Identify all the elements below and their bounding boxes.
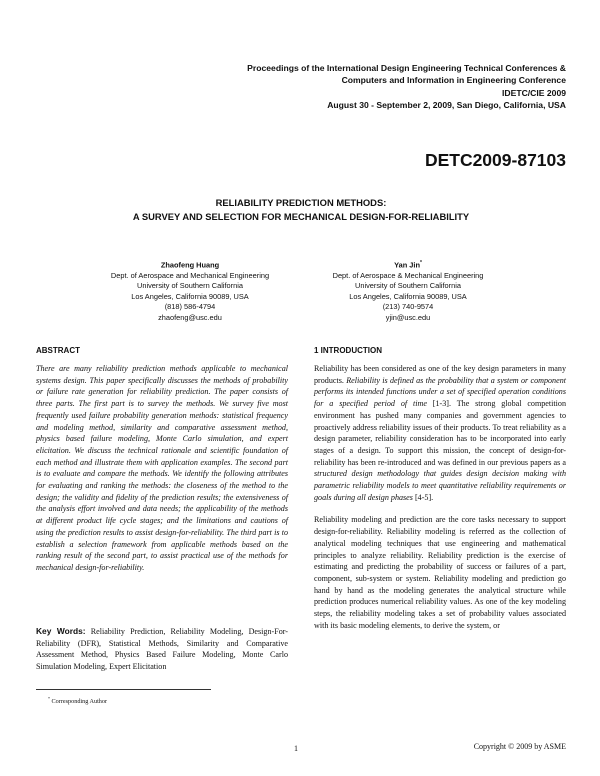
title-line: RELIABILITY PREDICTION METHODS: [215,197,387,208]
footnote-rule [36,689,211,690]
author-email: zhaofeng@usc.edu [158,312,222,322]
abstract-paragraph: There are many reliability prediction methods applicable to mechanical systems design. This paper specifically discusses the methods of probability or failure rate generation for reliability prediction. The paper consists of three parts. The first part is to survey the methods. We survey five most frequently used failure probability generation methods: statistical frequency and modeling method, similarity and comparative assessment method, physics based failure modeling, Monte Carlo simulation, and expert elicitation. We discuss the technical rationale and scientific foundation of each method and illustrate them with application examples. The second part is to evaluate and compare the methods. We identify the following attributes for evaluating and ranking the methods: the closeness of the method to the design; the validity and fidelity of the prediction results; the extensiveness of the analysis effort involved and data needs; the applicability of the methods at different product life cycle stages; and the limitations and cautions of using the prediction results to assist design-for-reliability. The third part is to establish a selection framework from applicable methods based on the ranking result of the second part, to assist practical use of the methods for mechanical design-for-reliability. [36,364,288,572]
keywords-label: Key Words: [36,626,86,636]
proceedings-line: IDETC/CIE 2009 [502,87,566,98]
introduction-heading: 1 INTRODUCTION [314,346,382,355]
author-city: Los Angeles, California 90089, USA [131,291,249,301]
author-phone: (818) 586-4794 [164,302,216,312]
abstract-heading: ABSTRACT [36,346,80,355]
author-name: Yan Jin* [394,260,422,270]
introduction-text [314,363,566,631]
intro-paragraph-2: Reliability modeling and prediction are the core tasks necessary to support design-for-reliability. Reliability modeling is referred as the collection of analytical modeling techniques that use engineering and mathematical principles to analyze reliability. Reliability prediction is the exercise of estimating and predicting the probability of success or failures of a part, component, sub-system or system. Reliability modeling and prediction go hand by hand as the modeling generates the analytical structure while prediction produces numerical reliability values. As one of the key modeling steps, the reliability modeling takes a set of probability values associated with its basic modeling elements, to derive the system, or [314,515,566,630]
author-dept: Dept. of Aerospace and Mechanical Engineering [110,270,270,280]
corresponding-mark: * [419,260,422,266]
author-university: University of Southern California [355,281,461,291]
proceedings-header [146,62,566,111]
author-phone: (213) 740-9574 [382,302,434,312]
proceedings-line: Computers and Information in Engineering Conference [341,75,566,86]
author-dept: Dept. of Aerospace & Mechanical Engineering [332,270,484,280]
author-university: University of Southern California [137,281,243,291]
paper-title [36,196,566,223]
author-email: yjin@usc.edu [385,312,431,322]
copyright: Copyright © 2009 by ASME [473,742,566,751]
keywords [36,626,288,672]
page-number: 1 [294,744,298,753]
paper-id: DETC2009-87103 [424,150,566,170]
proceedings-line: August 30 - September 2, 2009, San Diego, California, USA [327,99,566,110]
footnote: * Corresponding Author [48,696,108,706]
author-city: Los Angeles, California 90089, USA [349,291,467,301]
proceedings-line: Proceedings of the International Design Engineering Technical Conferences & [247,63,566,73]
title-line: A SURVEY AND SELECTION FOR MECHANICAL DESIGN-FOR-RELIABILITY [132,210,470,222]
author-name: Zhaofeng Huang [160,260,220,270]
author-block [278,258,538,323]
keywords-text: Reliability Prediction, Reliability Modeling, Design-For-Reliability (DFR), Statistical Methods, Similarity and Comparative Assessment Method, Physics Based Failure Modeling, Monte Carlo Simulation Modeling, Expert Elicitation [36,627,288,671]
abstract-text [36,363,288,574]
intro-paragraph-1: Reliability has been considered as one of the key design parameters in many products. Reliability is defined as the probability that a system or component performs its intended functions under a set of specified operation conditions for a specified period of time [1-3]. The strong global competition environment has pushed many companies and government agencies to proactively address reliability issues of their products. To treat reliability as a design parameter, reliability consideration has to be incorporated into early stages of a design. To support this mission, the concept of design-for-reliability has been re-introduced and was defined in our previous papers as a structured design methodology that guides design decision making with parametric reliability models to meet quantitative reliability requirements or goals during all design phases [4-5]. [314,364,566,502]
